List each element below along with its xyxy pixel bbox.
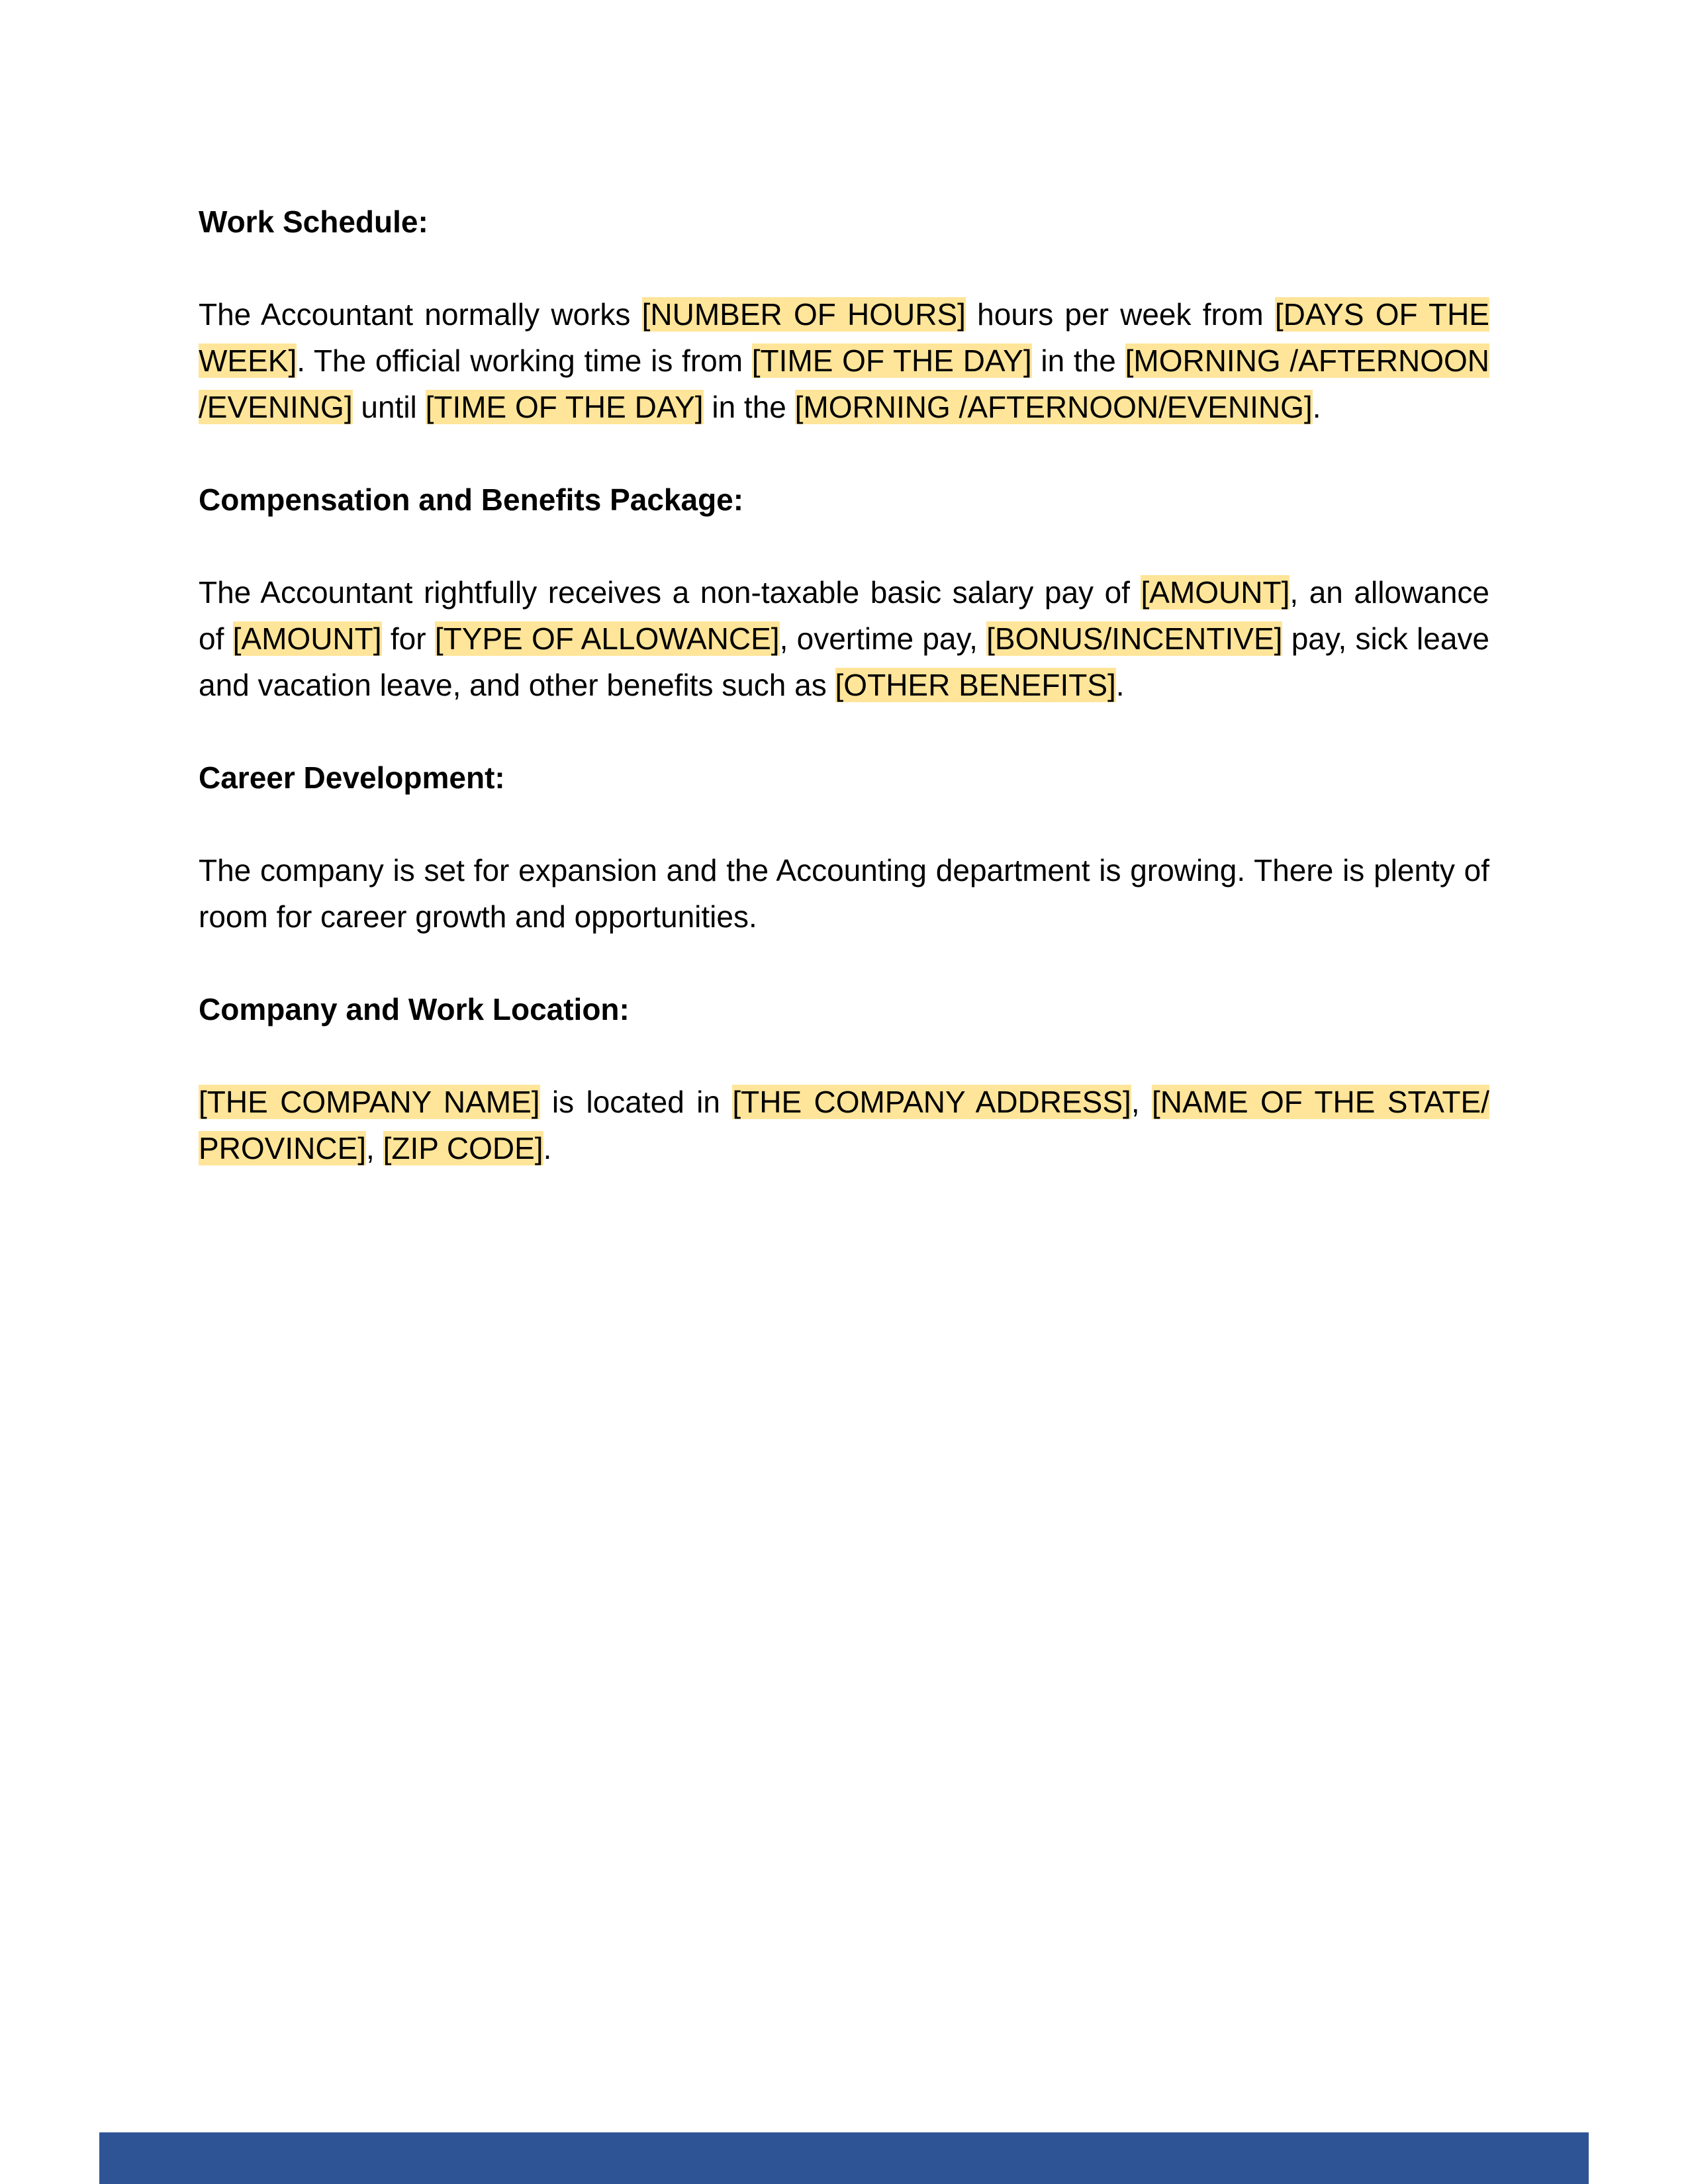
placeholder-other-benefits: [OTHER BENEFITS] (835, 668, 1116, 702)
text-segment: . (1115, 668, 1125, 702)
paragraph-compensation (199, 569, 1489, 708)
placeholder-state-province: [NAME OF THE STATE/ PROVINCE] (199, 1085, 1489, 1165)
placeholder-end-period: [MORNING /AFTERNOON/EVENING] (794, 390, 1313, 424)
text-segment: , (1131, 1085, 1152, 1119)
footer-bar (99, 2132, 1589, 2184)
text-segment: , overtime pay, (779, 621, 987, 656)
text-segment: until (352, 390, 426, 424)
placeholder-type-of-allowance: [TYPE OF ALLOWANCE] (434, 621, 780, 656)
paragraph-career-development: The company is set for expansion and the Accounting department is growing. There is plenty of room for career growth and opportunities. (199, 853, 1489, 934)
placeholder-start-time: [TIME OF THE DAY] (751, 343, 1032, 378)
placeholder-company-name: [THE COMPANY NAME] (199, 1085, 540, 1119)
placeholder-start-period: [MORNING /AFTERNOON /EVENING] (199, 343, 1489, 424)
text-segment: . The official working time is from (297, 343, 752, 378)
text-segment: The Accountant normally works (199, 297, 642, 332)
text-segment: hours per week from (965, 297, 1275, 332)
text-segment: pay, sick leave and vacation leave, and other benefits such as (199, 621, 1490, 702)
placeholder-bonus-incentive: [BONUS/INCENTIVE] (986, 621, 1283, 656)
heading-work-schedule: Work Schedule: (199, 205, 428, 239)
text-segment: is located in (539, 1085, 733, 1119)
text-segment: , (366, 1131, 383, 1165)
paragraph-company-location (199, 1079, 1489, 1171)
placeholder-salary-amount: [AMOUNT] (1141, 575, 1290, 610)
heading-compensation: Compensation and Benefits Package: (199, 482, 744, 517)
placeholder-zip-code: [ZIP CODE] (383, 1131, 543, 1165)
text-segment: in the (703, 390, 795, 424)
text-segment: for (381, 621, 435, 656)
placeholder-company-address: [THE COMPANY ADDRESS] (732, 1085, 1131, 1119)
text-segment: in the (1031, 343, 1125, 378)
placeholder-days-of-the-week: [DAYS OF THE WEEK] (199, 297, 1489, 378)
document-body (199, 199, 1489, 1218)
text-segment: , an allowance of (199, 575, 1489, 656)
placeholder-end-time: [TIME OF THE DAY] (425, 390, 704, 424)
paragraph-work-schedule (199, 291, 1489, 430)
placeholder-number-of-hours: [NUMBER OF HOURS] (641, 297, 966, 332)
text-segment: . (1312, 390, 1321, 424)
heading-company-location: Company and Work Location: (199, 992, 630, 1026)
placeholder-allowance-amount: [AMOUNT] (232, 621, 382, 656)
text-segment: . (543, 1131, 552, 1165)
heading-career-development: Career Development: (199, 760, 505, 795)
text-segment: The Accountant rightfully receives a non-taxable basic salary pay of (199, 575, 1141, 610)
